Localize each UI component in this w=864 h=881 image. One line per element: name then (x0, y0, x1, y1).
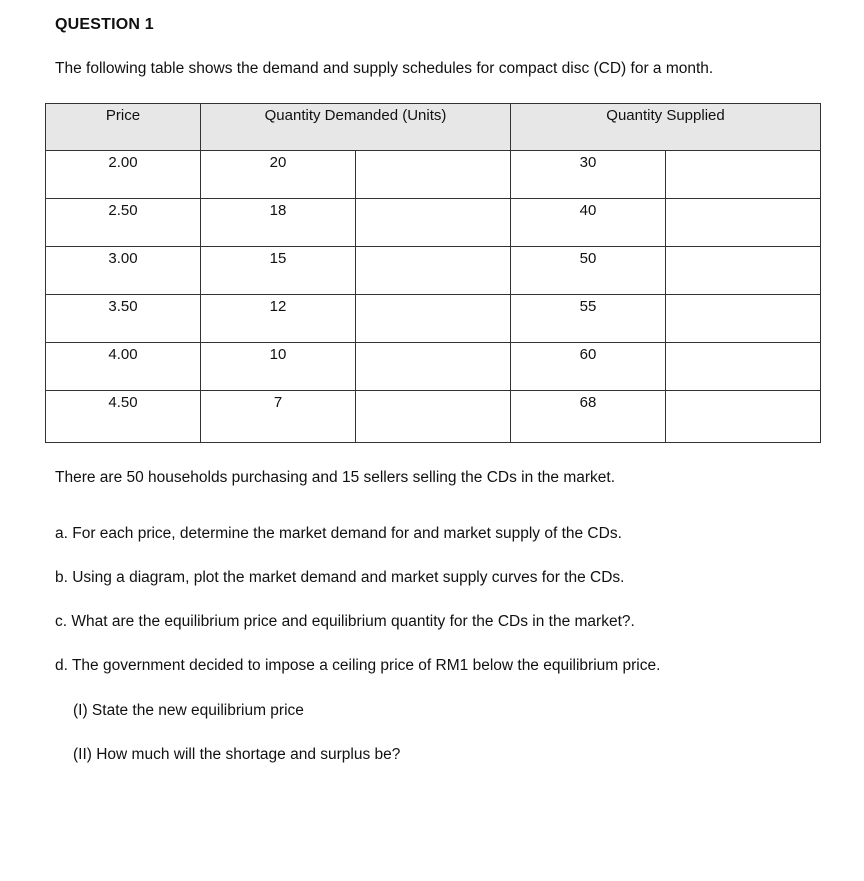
table-row (46, 295, 821, 343)
question-c: c. What are the equilibrium price and equilibrium quantity for the CDs in the market?. (55, 613, 635, 630)
cell-demanded: 20 (201, 151, 356, 199)
cell-market-demand (356, 343, 511, 391)
question-a: a. For each price, determine the market demand for and market supply of the CDs. (55, 525, 622, 542)
cell-market-demand (356, 295, 511, 343)
cell-demanded: 7 (201, 391, 356, 443)
cell-demanded: 10 (201, 343, 356, 391)
question-d: d. The government decided to impose a ceiling price of RM1 below the equilibrium price. (55, 657, 661, 674)
cell-market-supply (666, 199, 821, 247)
table-row (46, 391, 821, 443)
header-quantity-demanded: Quantity Demanded (Units) (201, 104, 511, 151)
cell-market-demand (356, 391, 511, 443)
table-row (46, 343, 821, 391)
cell-market-demand (356, 151, 511, 199)
cell-market-supply (666, 247, 821, 295)
cell-supplied: 55 (511, 295, 666, 343)
cell-market-supply (666, 151, 821, 199)
question-b: b. Using a diagram, plot the market demand and market supply curves for the CDs. (55, 569, 625, 586)
table-header-row (46, 104, 821, 151)
cell-demanded: 15 (201, 247, 356, 295)
cell-market-demand (356, 247, 511, 295)
question-d-ii: (II) How much will the shortage and surplus be? (73, 746, 401, 763)
schedule-table (45, 103, 821, 443)
cell-price: 3.00 (46, 247, 201, 295)
cell-supplied: 30 (511, 151, 666, 199)
header-quantity-supplied: Quantity Supplied (511, 104, 821, 151)
cell-market-supply (666, 391, 821, 443)
intro-text: The following table shows the demand and supply schedules for compact disc (CD) for a month. (55, 60, 714, 77)
cell-supplied: 60 (511, 343, 666, 391)
cell-demanded: 12 (201, 295, 356, 343)
cell-price: 2.00 (46, 151, 201, 199)
cell-supplied: 40 (511, 199, 666, 247)
cell-price: 4.50 (46, 391, 201, 443)
cell-demanded: 18 (201, 199, 356, 247)
table-row (46, 151, 821, 199)
question-d-i: (I) State the new equilibrium price (73, 702, 304, 719)
question-heading: QUESTION 1 (55, 16, 154, 33)
cell-market-supply (666, 343, 821, 391)
table-row (46, 199, 821, 247)
cell-price: 3.50 (46, 295, 201, 343)
market-note: There are 50 households purchasing and 15 sellers selling the CDs in the market. (55, 469, 616, 486)
cell-supplied: 50 (511, 247, 666, 295)
cell-market-demand (356, 199, 511, 247)
cell-market-supply (666, 295, 821, 343)
cell-supplied: 68 (511, 391, 666, 443)
cell-price: 4.00 (46, 343, 201, 391)
header-price: Price (46, 104, 201, 151)
table-row (46, 247, 821, 295)
cell-price: 2.50 (46, 199, 201, 247)
